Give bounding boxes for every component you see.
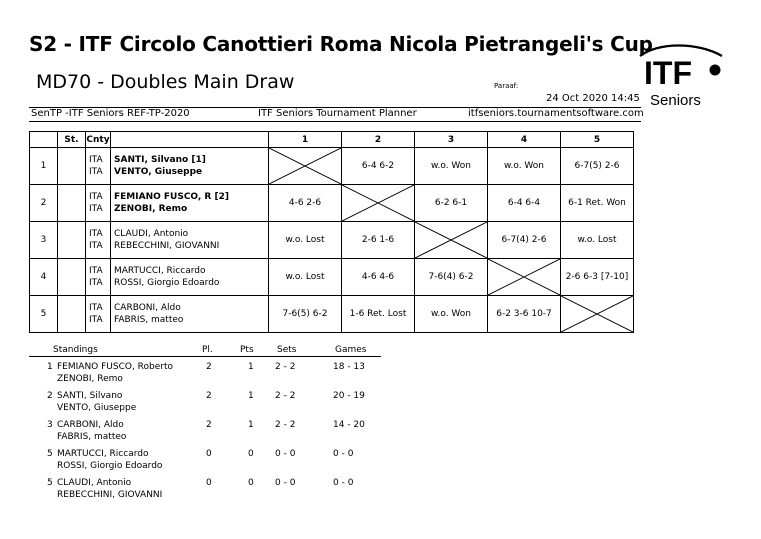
standing-points: 0 bbox=[248, 478, 254, 488]
draw-subtitle: MD70 - Doubles Main Draw bbox=[36, 71, 295, 93]
match-result: 6-2 6-1 bbox=[415, 185, 488, 222]
player-2: FABRIS, matteo bbox=[114, 315, 184, 325]
match-result: w.o. Lost bbox=[561, 222, 634, 259]
standing-games: 0 - 0 bbox=[333, 478, 354, 488]
standing-played: 2 bbox=[206, 391, 212, 401]
standings-rule bbox=[29, 356, 381, 357]
draw-row-players bbox=[111, 148, 269, 185]
match-result: 2-6 6-3 [7-10] bbox=[561, 259, 634, 296]
draw-row-number: 4 bbox=[30, 259, 58, 296]
header-cnty: Cnty bbox=[86, 132, 111, 148]
match-result: 6-4 6-2 bbox=[342, 148, 415, 185]
draw-row-status bbox=[58, 148, 86, 185]
draw-row-status bbox=[58, 222, 86, 259]
self-match-cross bbox=[415, 222, 488, 259]
standing-games: 20 - 19 bbox=[333, 391, 365, 401]
standing-rank: 1 bbox=[47, 362, 53, 372]
standing-player-1: MARTUCCI, Riccardo bbox=[57, 449, 149, 459]
match-result: 7-6(5) 6-2 bbox=[269, 296, 342, 333]
draw-row bbox=[30, 222, 634, 259]
standing-player-2: FABRIS, matteo bbox=[57, 432, 127, 442]
standing-sets: 2 - 2 bbox=[275, 391, 296, 401]
standings-row bbox=[29, 362, 384, 390]
cross-icon bbox=[342, 185, 414, 221]
player-1: CARBONI, Aldo bbox=[114, 303, 181, 313]
standing-sets: 2 - 2 bbox=[275, 420, 296, 430]
draw-row-players bbox=[111, 185, 269, 222]
draw-row-number: 1 bbox=[30, 148, 58, 185]
player-2: ROSSI, Giorgio Edoardo bbox=[114, 278, 220, 288]
cross-icon bbox=[415, 222, 487, 258]
draw-row-country bbox=[86, 296, 111, 333]
standings-row bbox=[29, 391, 384, 419]
round-robin-draw-table bbox=[29, 131, 634, 333]
match-result: 7-6(4) 6-2 bbox=[415, 259, 488, 296]
match-result: 6-7(5) 2-6 bbox=[561, 148, 634, 185]
country-2: ITA bbox=[89, 167, 103, 177]
standing-rank: 3 bbox=[47, 420, 53, 430]
draw-row bbox=[30, 296, 634, 333]
standing-points: 0 bbox=[248, 449, 254, 459]
match-result: 4-6 2-6 bbox=[269, 185, 342, 222]
standing-player-2: VENTO, Giuseppe bbox=[57, 403, 137, 413]
draw-row-number: 3 bbox=[30, 222, 58, 259]
draw-row-status bbox=[58, 185, 86, 222]
page-title: S2 - ITF Circolo Canottieri Roma Nicola Pietrangeli's Cup bbox=[29, 32, 653, 56]
standing-games: 14 - 20 bbox=[333, 420, 365, 430]
draw-row-country bbox=[86, 148, 111, 185]
header-name-cell bbox=[111, 132, 269, 148]
self-match-cross bbox=[269, 148, 342, 185]
standing-sets: 0 - 0 bbox=[275, 478, 296, 488]
standing-rank: 5 bbox=[47, 449, 53, 459]
standings-row bbox=[29, 449, 384, 477]
country-1: ITA bbox=[89, 192, 103, 202]
country-1: ITA bbox=[89, 303, 103, 313]
country-1: ITA bbox=[89, 229, 103, 239]
draw-row-number: 2 bbox=[30, 185, 58, 222]
standing-games: 18 - 13 bbox=[333, 362, 365, 372]
draw-row-status bbox=[58, 296, 86, 333]
country-1: ITA bbox=[89, 155, 103, 165]
cross-icon bbox=[269, 148, 341, 184]
standings-title: Standings bbox=[53, 345, 98, 355]
self-match-cross bbox=[488, 259, 561, 296]
report-code: SenTP -ITF Seniors REF-TP-2020 bbox=[31, 108, 190, 119]
match-result: w.o. Lost bbox=[269, 222, 342, 259]
standing-points: 1 bbox=[248, 362, 254, 372]
standings-col-pts: Pts bbox=[240, 345, 254, 355]
header-col-2: 2 bbox=[342, 132, 415, 148]
player-2: REBECCHINI, GIOVANNI bbox=[114, 241, 220, 251]
country-2: ITA bbox=[89, 204, 103, 214]
itf-seniors-logo bbox=[638, 44, 724, 110]
draw-row-players bbox=[111, 296, 269, 333]
country-2: ITA bbox=[89, 241, 103, 251]
draw-row bbox=[30, 185, 634, 222]
draw-row bbox=[30, 148, 634, 185]
draw-row-country bbox=[86, 259, 111, 296]
match-result: w.o. Won bbox=[415, 148, 488, 185]
draw-header-row bbox=[30, 132, 634, 148]
standings-col-games: Games bbox=[335, 345, 367, 355]
cross-icon bbox=[488, 259, 560, 295]
standing-played: 0 bbox=[206, 449, 212, 459]
standings-row bbox=[29, 478, 384, 506]
standing-player-1: CARBONI, Aldo bbox=[57, 420, 124, 430]
player-1: CLAUDI, Antonio bbox=[114, 229, 189, 239]
match-result: w.o. Won bbox=[415, 296, 488, 333]
standing-player-2: REBECCHINI, GIOVANNI bbox=[57, 490, 163, 500]
standing-played: 2 bbox=[206, 420, 212, 430]
header-rule-bottom bbox=[29, 121, 641, 122]
standing-player-1: SANTI, Silvano bbox=[57, 391, 123, 401]
self-match-cross bbox=[342, 185, 415, 222]
draw-row bbox=[30, 259, 634, 296]
header-col-1: 1 bbox=[269, 132, 342, 148]
country-2: ITA bbox=[89, 278, 103, 288]
match-result: 2-6 1-6 bbox=[342, 222, 415, 259]
header-col-5: 5 bbox=[561, 132, 634, 148]
self-match-cross bbox=[561, 296, 634, 333]
header-col-4: 4 bbox=[488, 132, 561, 148]
standing-played: 2 bbox=[206, 362, 212, 372]
standing-rank: 2 bbox=[47, 391, 53, 401]
player-1: SANTI, Silvano [1] bbox=[114, 155, 206, 165]
standings-row bbox=[29, 420, 384, 448]
header-num-cell bbox=[30, 132, 58, 148]
draw-row-number: 5 bbox=[30, 296, 58, 333]
country-2: ITA bbox=[89, 315, 103, 325]
standings-col-pl: Pl. bbox=[202, 345, 213, 355]
draw-row-players bbox=[111, 259, 269, 296]
standing-points: 1 bbox=[248, 391, 254, 401]
paraaf-label: Paraaf: bbox=[494, 82, 519, 90]
draw-row-players bbox=[111, 222, 269, 259]
match-result: 4-6 4-6 bbox=[342, 259, 415, 296]
draw-row-country bbox=[86, 222, 111, 259]
country-1: ITA bbox=[89, 266, 103, 276]
standing-sets: 0 - 0 bbox=[275, 449, 296, 459]
draw-body bbox=[30, 148, 634, 333]
standing-player-2: ROSSI, Giorgio Edoardo bbox=[57, 461, 163, 471]
standing-player-1: CLAUDI, Antonio bbox=[57, 478, 132, 488]
standing-player-1: FEMIANO FUSCO, Roberto bbox=[57, 362, 174, 372]
print-date: 24 Oct 2020 14:45 bbox=[546, 93, 640, 104]
draw-row-status bbox=[58, 259, 86, 296]
match-result: 6-4 6-4 bbox=[488, 185, 561, 222]
match-result: 6-1 Ret. Won bbox=[561, 185, 634, 222]
match-result: w.o. Won bbox=[488, 148, 561, 185]
match-result: 1-6 Ret. Lost bbox=[342, 296, 415, 333]
svg-text:Seniors: Seniors bbox=[650, 92, 701, 109]
svg-text:ITF: ITF bbox=[644, 55, 692, 91]
standing-games: 0 - 0 bbox=[333, 449, 354, 459]
match-result: 6-2 3-6 10-7 bbox=[488, 296, 561, 333]
cross-icon bbox=[561, 296, 633, 332]
standing-rank: 5 bbox=[47, 478, 53, 488]
website-url: itfseniors.tournamentsoftware.com bbox=[468, 108, 644, 119]
player-1: MARTUCCI, Riccardo bbox=[114, 266, 206, 276]
header-col-3: 3 bbox=[415, 132, 488, 148]
standing-played: 0 bbox=[206, 478, 212, 488]
standing-points: 1 bbox=[248, 420, 254, 430]
player-2: VENTO, Giuseppe bbox=[114, 167, 203, 177]
standings-col-sets: Sets bbox=[277, 345, 297, 355]
software-name: ITF Seniors Tournament Planner bbox=[258, 108, 417, 119]
standing-sets: 2 - 2 bbox=[275, 362, 296, 372]
match-result: 6-7(4) 2-6 bbox=[488, 222, 561, 259]
draw-row-country bbox=[86, 185, 111, 222]
player-1: FEMIANO FUSCO, R [2] bbox=[114, 192, 229, 202]
header-st: St. bbox=[58, 132, 86, 148]
standing-player-2: ZENOBI, Remo bbox=[57, 374, 123, 384]
match-result: w.o. Lost bbox=[269, 259, 342, 296]
player-2: ZENOBI, Remo bbox=[114, 204, 188, 214]
